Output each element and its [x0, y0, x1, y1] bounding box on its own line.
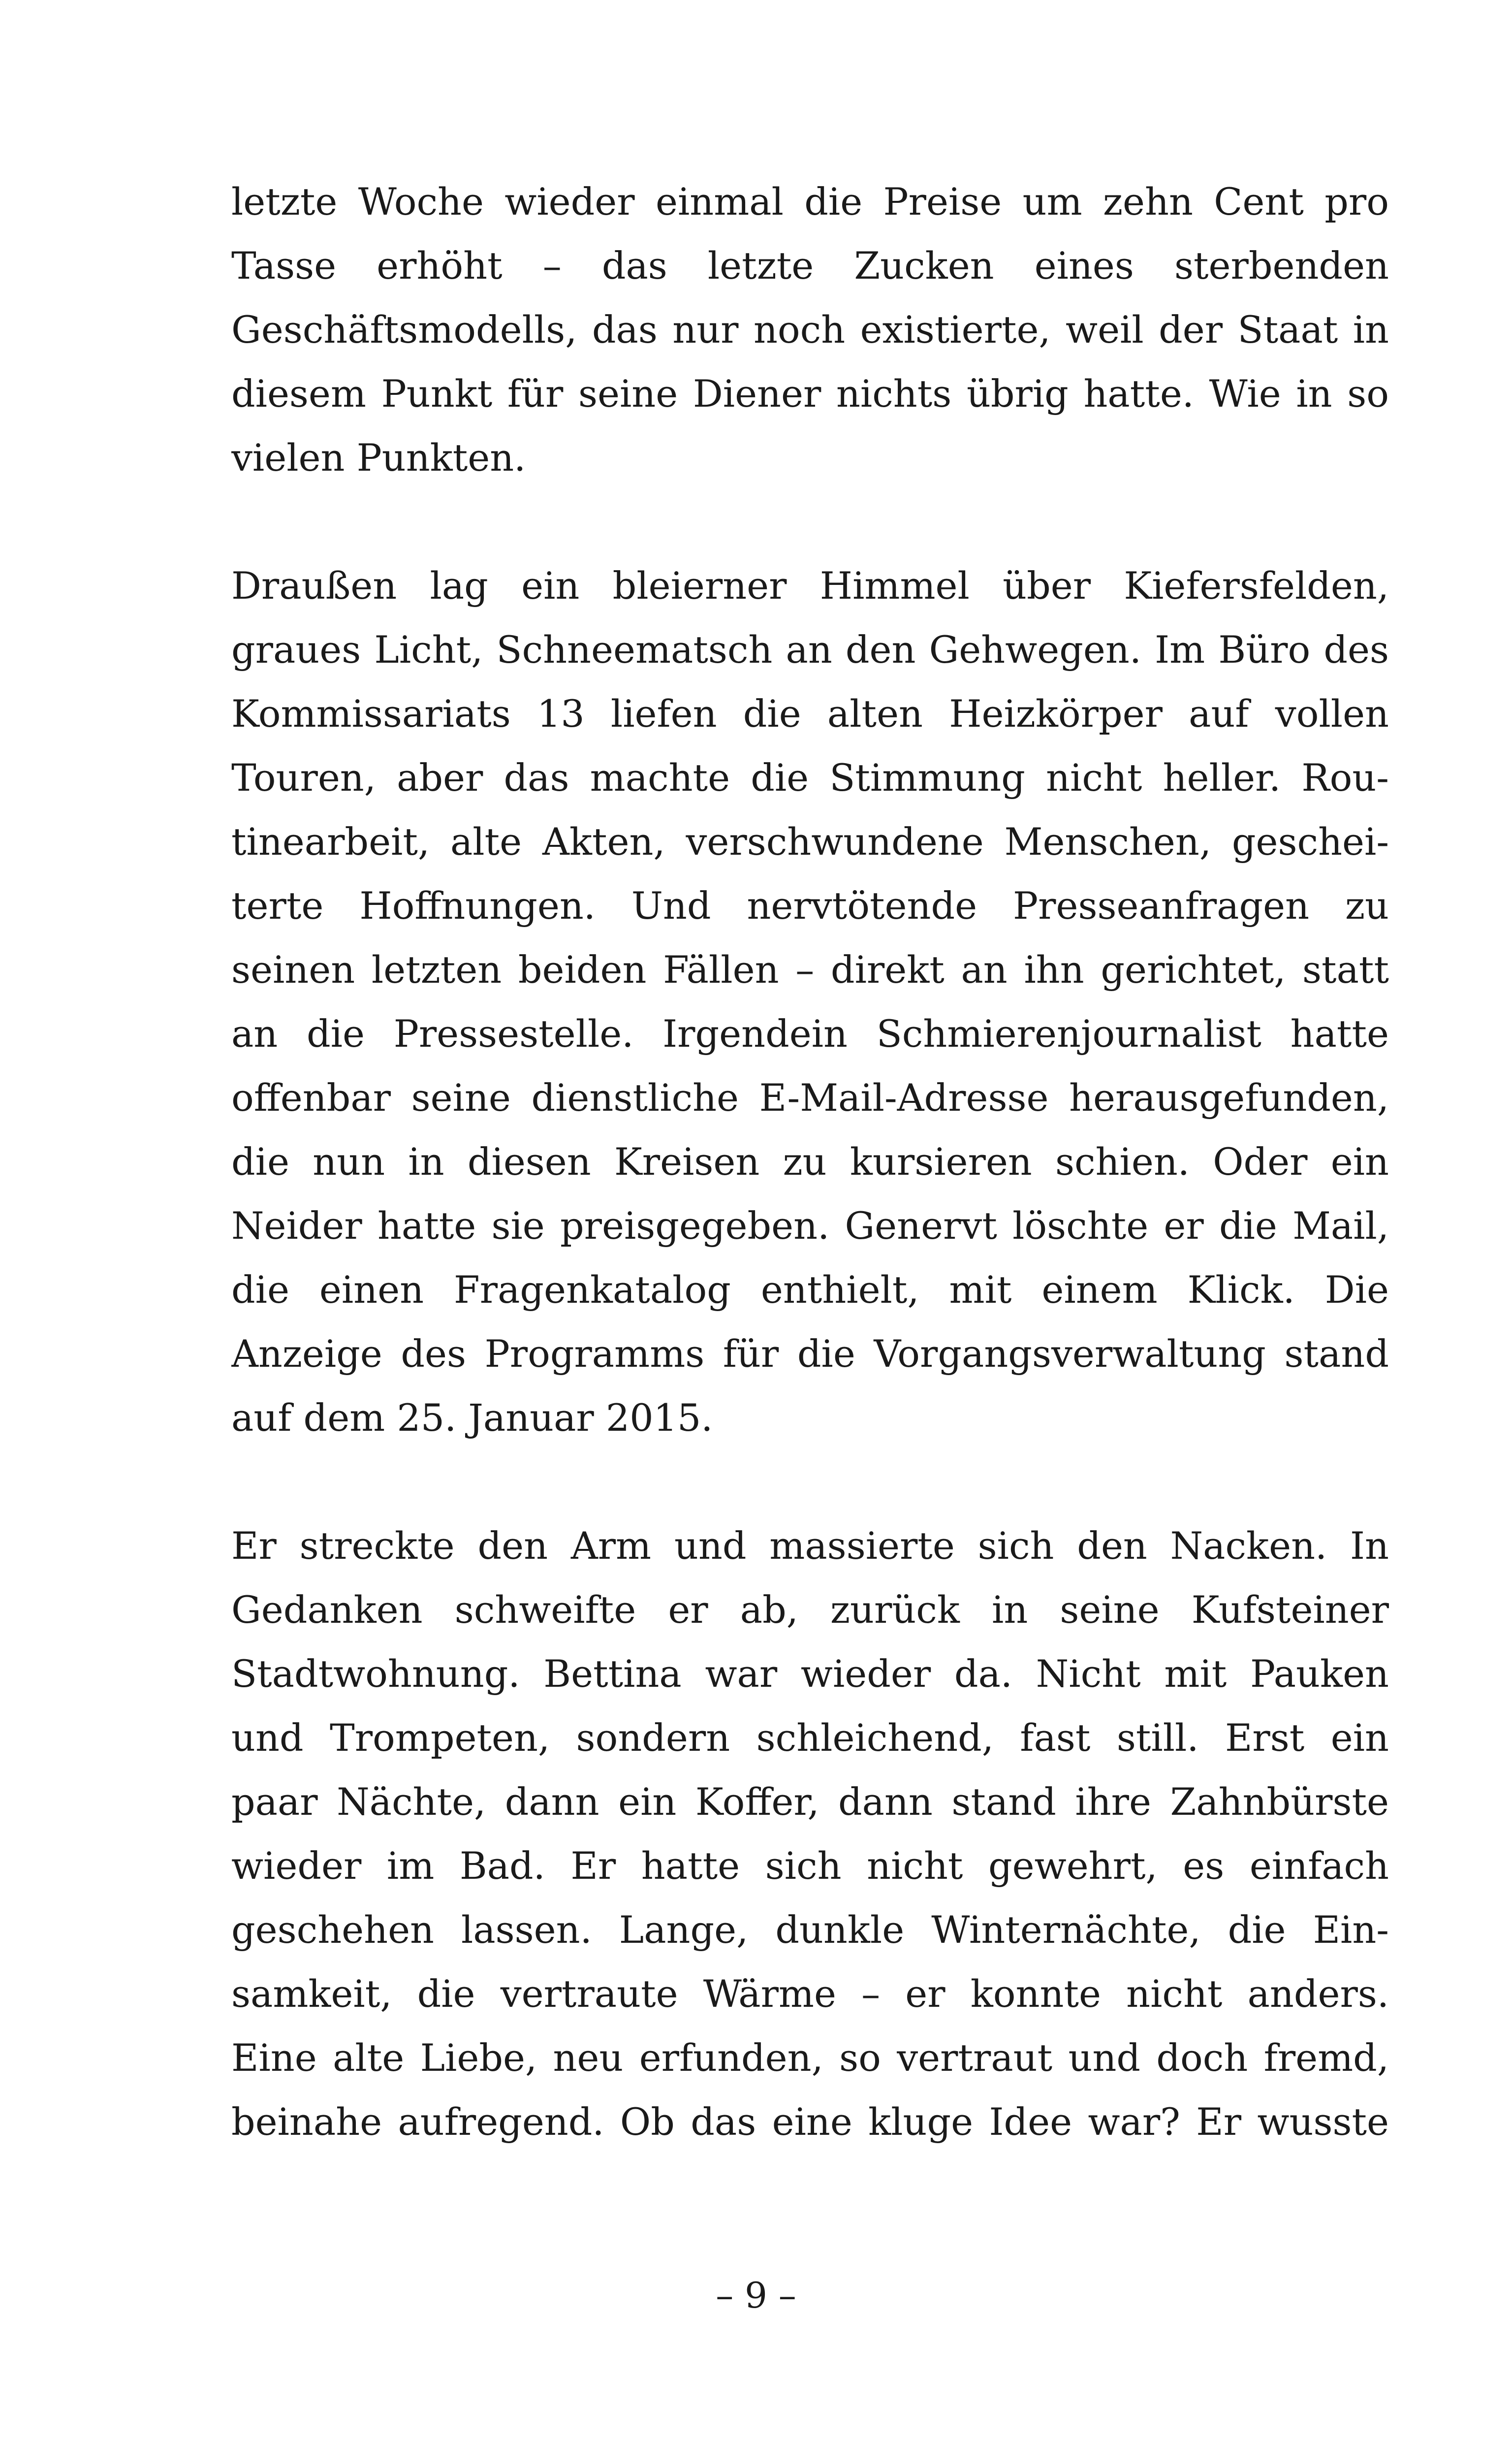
paragraph-gap [231, 1450, 1389, 1514]
text-line: terte Hoffnungen. Und nervtötende Presseanfragen zu [231, 884, 1389, 928]
text-line: paar Nächte, dann ein Koffer, dann stand ihre Zahnbürste [231, 1780, 1389, 1824]
text-line: graues Licht, Schneematsch an den Gehwegen. Im Büro des [231, 628, 1389, 672]
text-line: und Trompeten, sondern schleichend, fast still. Erst ein [231, 1716, 1389, 1760]
paragraph-gap [231, 490, 1389, 554]
text-line: wieder im Bad. Er hatte sich nicht gewehrt, es einfach [231, 1844, 1389, 1888]
text-line: Eine alte Liebe, neu erfunden, so vertraut und doch fremd, [231, 2036, 1389, 2080]
body-text [231, 170, 1389, 2154]
text-line: seinen letzten beiden Fällen – direkt an ihn gerichtet, statt [231, 948, 1389, 992]
text-line: Er streckte den Arm und massierte sich den Nacken. In [231, 1524, 1389, 1568]
text-line: Draußen lag ein bleierner Himmel über Kiefersfelden, [231, 564, 1389, 608]
text-line: auf dem 25. Januar 2015. [231, 1396, 713, 1440]
text-line: Anzeige des Programms für die Vorgangsverwaltung stand [231, 1332, 1389, 1376]
page-number: – 9 – [716, 2275, 796, 2316]
text-line: Geschäftsmodells, das nur noch existierte, weil der Staat in [231, 308, 1389, 352]
text-line: die einen Fragenkatalog enthielt, mit einem Klick. Die [231, 1268, 1389, 1312]
text-line: Gedanken schweifte er ab, zurück in seine Kufsteiner [231, 1588, 1389, 1632]
text-line: Stadtwohnung. Bettina war wieder da. Nicht mit Pauken [231, 1652, 1389, 1696]
text-line: die nun in diesen Kreisen zu kursieren schien. Oder ein [231, 1140, 1389, 1184]
text-line: letzte Woche wieder einmal die Preise um zehn Cent pro [231, 180, 1389, 224]
text-line: tinearbeit, alte Akten, verschwundene Menschen, geschei- [231, 820, 1389, 864]
text-line: geschehen lassen. Lange, dunkle Winternächte, die Ein- [231, 1908, 1389, 1952]
text-line: offenbar seine dienstliche E-Mail-Adresse herausgefunden, [231, 1076, 1389, 1120]
text-line: Touren, aber das machte die Stimmung nicht heller. Rou- [231, 756, 1389, 800]
text-line: Neider hatte sie preisgegeben. Genervt löschte er die Mail, [231, 1204, 1389, 1248]
text-line: Tasse erhöht – das letzte Zucken eines sterbenden [231, 244, 1389, 288]
text-line: beinahe aufregend. Ob das eine kluge Idee war? Er wusste [231, 2100, 1389, 2144]
text-line: vielen Punkten. [231, 436, 526, 480]
text-line: an die Pressestelle. Irgendein Schmierenjournalist hatte [231, 1012, 1389, 1056]
text-line: diesem Punkt für seine Diener nichts übrig hatte. Wie in so [231, 372, 1389, 416]
text-line: Kommissariats 13 liefen die alten Heizkörper auf vollen [231, 692, 1389, 736]
text-line: samkeit, die vertraute Wärme – er konnte nicht anders. [231, 1972, 1389, 2016]
